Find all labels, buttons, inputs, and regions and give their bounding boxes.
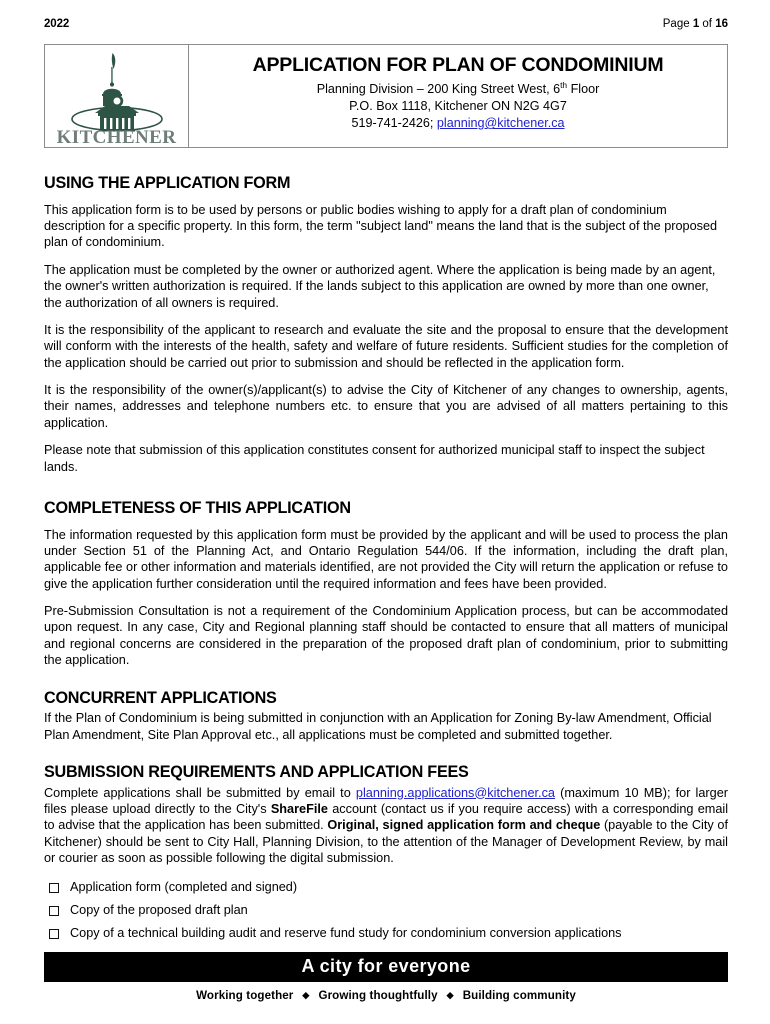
spacer [44, 754, 728, 763]
page-total: 16 [715, 18, 728, 30]
page-label-mid: of [699, 18, 716, 30]
original-signed-emphasis: Original, signed application form and cheque [327, 818, 601, 833]
page-number [663, 18, 728, 30]
using-form-paragraph-2: The application must be completed by the owner or authorized agent. Where the application is being made by an agent, the owner's written authorization is required. If the lands subject to this application are owned by more than one owner, the authorization of all owners is required. [44, 262, 716, 310]
checklist-item-label: Copy of the proposed draft plan [70, 903, 248, 918]
planning-applications-email-link[interactable]: planning.applications@kitchener.ca [355, 785, 555, 800]
masthead-table [44, 44, 728, 148]
masthead-contact-line [195, 115, 721, 132]
address-floor: Floor [567, 82, 600, 97]
footer-separator-icon: ◆ [302, 990, 310, 1001]
checklist-item[interactable] [44, 926, 728, 942]
planning-email-link[interactable]: planning@kitchener.ca [436, 116, 565, 131]
masthead-text-cell [189, 45, 727, 147]
submission-paragraph-1 [44, 785, 728, 867]
submission-text-d: (payable to the City of Kitchener) should be sent to City Hall, Planning Division, to the attention of the Manager of Development Review, by mail or courier as soon as possible following the digital submission. [44, 818, 728, 865]
masthead-address-line-1 [195, 81, 721, 98]
concurrent-paragraph-1: If the Plan of Condominium is being submitted in conjunction with an Application for Zoning By-law Amendment, Official Plan Amendment, Site Plan Approval etc., all applications must be completed and submitted together. [44, 711, 712, 742]
checkbox-draft-plan[interactable] [49, 906, 59, 916]
using-form-paragraph-1: This application form is to be used by persons or public bodies wishing to apply for a draft plan of condominium description for a specific property. In this form, the term "subject land" means the land that is the subject of the proposed plan of condominium. [44, 202, 718, 250]
masthead-address-line-2: P.O. Box 1118, Kitchener ON N2G 4G7 [349, 99, 567, 114]
submission-text-b: (maximum 10 MB); for larger files please upload directly to the City's [44, 785, 728, 816]
checklist-item-label: Application form (completed and signed) [70, 880, 298, 895]
heading-concurrent-applications: CONCURRENT APPLICATIONS [44, 688, 277, 707]
footer-tagline-2: Growing thoughtfully [318, 989, 438, 1002]
submission-text-c: account (contact us if you require access) with a corresponding email to advise that the application has been submitted. [44, 801, 729, 833]
running-header [44, 18, 728, 30]
checklist-item[interactable] [44, 903, 728, 919]
kitchener-wordmark: KITCHENER [56, 127, 177, 148]
footer-banner-slogan: A city for everyone [44, 952, 728, 982]
using-form-paragraph-4: It is the responsibility of the owner(s)/applicant(s) to advise the City of Kitchener of any changes to ownership, agents, their names, addresses and telephone numbers etc. to ensure that you are advised of all matters pertaining to this application. [44, 383, 728, 430]
kitchener-logo [55, 49, 179, 148]
completeness-paragraph-1: The information requested by this application form must be provided by the applicant and will be used to process the plan under Section 51 of the Planning Act, and Ontario Regulation 544/06. If the information, including the draft plan, applicable fee or other information and materials identified, are not provided the City will return the application or refuse to give the application further consideration until the required information and fees have been provided. [44, 527, 728, 591]
checkbox-application-form[interactable] [49, 883, 59, 893]
floor-ordinal-suffix: th [560, 80, 568, 91]
address-street: Planning Division – 200 King Street West, 6 [316, 82, 561, 97]
footer-tagline-3: Building community [462, 989, 576, 1002]
page-footer [44, 952, 728, 1002]
header-year: 2022 [44, 18, 70, 30]
page-label-prefix: Page [662, 18, 693, 30]
submission-checklist [44, 880, 728, 942]
masthead-logo-cell [45, 45, 189, 147]
using-form-paragraph-3: It is the responsibility of the applicant to research and evaluate the site and the proposal to ensure that the development will conform with the interests of the health, safety and welfare of future residents. Sufficient studies for the completion of the application should be carried out prior to submission and should be reflected in the application form. [44, 322, 728, 370]
sharefile-emphasis: ShareFile [270, 801, 328, 816]
spacer [44, 680, 728, 689]
completeness-paragraph-2: Pre-Submission Consultation is not a requirement of the Condominium Application process, but can be accommodated upon request. In any case, City and Regional planning staff should be contacted to ensure that all matters of municipal and regional concerns are considered in the preparation of the proposed draft plan of condominium, prior to submitting the application. [44, 604, 728, 668]
heading-using-the-application-form: USING THE APPLICATION FORM [44, 174, 291, 192]
heading-completeness-of-this-application: COMPLETENESS OF THIS APPLICATION [44, 498, 351, 517]
footer-tagline-1: Working together [196, 989, 294, 1002]
checklist-item-label: Copy of a technical building audit and reserve fund study for condominium conversion applications [70, 926, 622, 941]
document-title: APPLICATION FOR PLAN OF CONDOMINIUM [252, 54, 664, 76]
spacer [44, 486, 728, 499]
footer-taglines [44, 989, 728, 1002]
submission-text-a: Complete applications shall be submitted by email to [44, 785, 356, 800]
checkbox-building-audit[interactable] [49, 929, 59, 939]
checklist-item[interactable] [44, 880, 728, 896]
page-current: 1 [692, 18, 700, 30]
phone-number: 519-741-2426; [351, 116, 434, 131]
heading-submission-requirements-and-application-fees: SUBMISSION REQUIREMENTS AND APPLICATION FEES [44, 762, 469, 781]
using-form-paragraph-5: Please note that submission of this application constitutes consent for authorized municipal staff to inspect the subject lands. [44, 443, 705, 474]
footer-separator-icon: ◆ [446, 990, 454, 1001]
